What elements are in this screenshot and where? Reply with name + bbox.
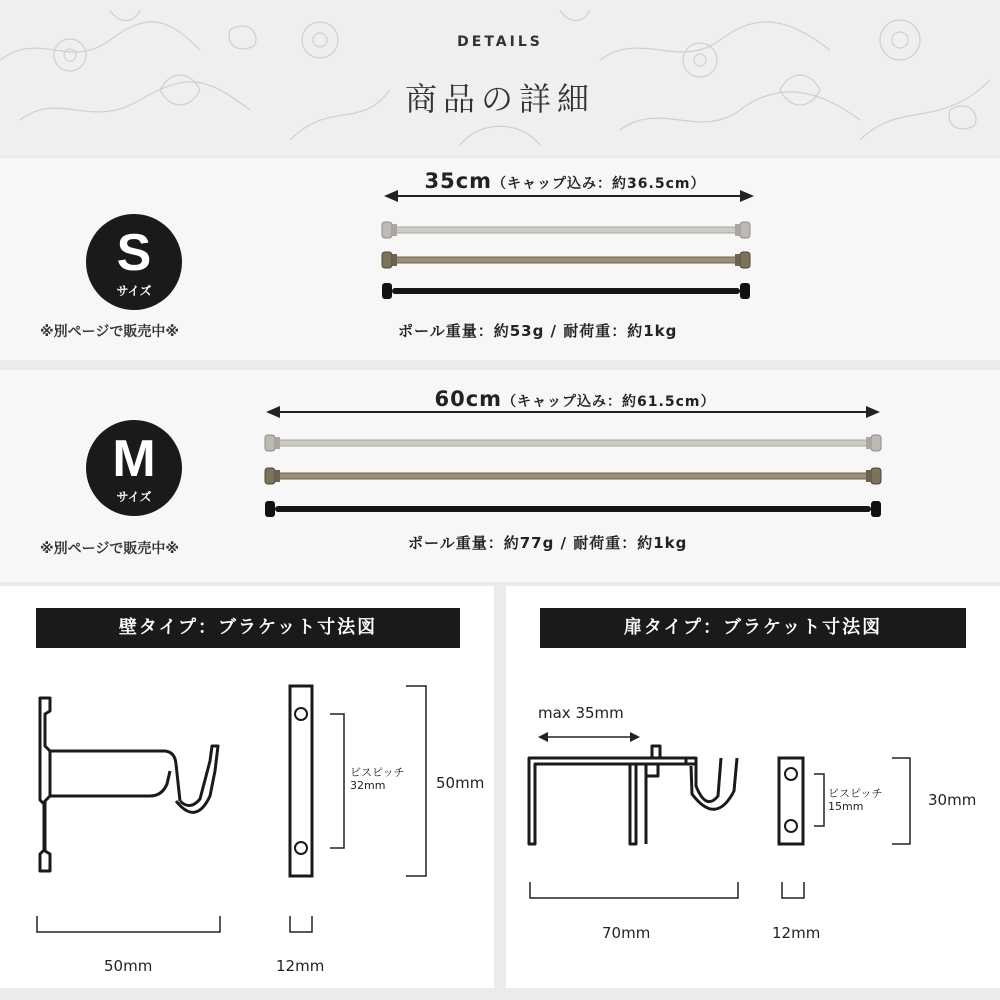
size-sub: サイズ xyxy=(116,284,152,298)
wall-bracket-front-drawing xyxy=(0,586,494,988)
section-kicker: DETAILS xyxy=(457,34,543,50)
availability-note: ※別ページで販売中※ xyxy=(40,324,179,340)
size-letter: S xyxy=(116,224,152,282)
pole-brass xyxy=(265,468,881,484)
wall-bracket-panel xyxy=(0,586,494,988)
door-bracket-drawing xyxy=(506,586,1000,988)
thickness-dimension: 12mm xyxy=(772,924,821,942)
pole-brass xyxy=(382,252,750,268)
max-thickness-label: max 35mm xyxy=(538,704,624,722)
pole-black xyxy=(382,283,750,299)
availability-note: ※別ページで販売中※ xyxy=(40,541,179,557)
wall-bracket-title: 壁タイプ：ブラケット寸法図 xyxy=(36,608,460,648)
length-detail: （キャップ込み：約61.5cm） xyxy=(502,394,716,410)
length-main: 35cm xyxy=(424,169,493,193)
pole-silver xyxy=(382,222,750,238)
screw-pitch-title: ビスピッチ xyxy=(350,766,405,779)
size-letter: M xyxy=(112,430,156,488)
pole-spec: ポール重量：約77g / 耐荷重：約1kg xyxy=(408,534,688,552)
screw-pitch-title: ビスピッチ xyxy=(828,787,883,800)
length-detail: （キャップ込み：約36.5cm） xyxy=(492,176,706,192)
size-m-row xyxy=(0,370,1000,582)
width-dimension: 70mm xyxy=(602,924,651,942)
size-sub: サイズ xyxy=(116,490,152,504)
size-s-row xyxy=(0,158,1000,360)
screw-pitch-value: 32mm xyxy=(350,779,386,792)
thickness-dimension: 12mm xyxy=(276,957,325,975)
length-main: 60cm xyxy=(434,387,503,411)
height-dimension: 50mm xyxy=(436,774,485,792)
pole-black xyxy=(265,501,881,517)
section-title: 商品の詳細 xyxy=(404,80,595,118)
door-bracket-panel xyxy=(506,586,1000,988)
height-dimension: 30mm xyxy=(928,791,977,809)
details-header xyxy=(0,0,1000,155)
door-bracket-title: 扉タイプ：ブラケット寸法図 xyxy=(540,608,966,648)
screw-pitch-label xyxy=(828,787,883,813)
width-dimension: 50mm xyxy=(104,957,153,975)
pole-silver xyxy=(265,435,881,451)
pole-spec: ポール重量：約53g / 耐荷重：約1kg xyxy=(398,322,678,340)
screw-pitch-label xyxy=(350,766,405,792)
screw-pitch-value: 15mm xyxy=(828,800,864,813)
